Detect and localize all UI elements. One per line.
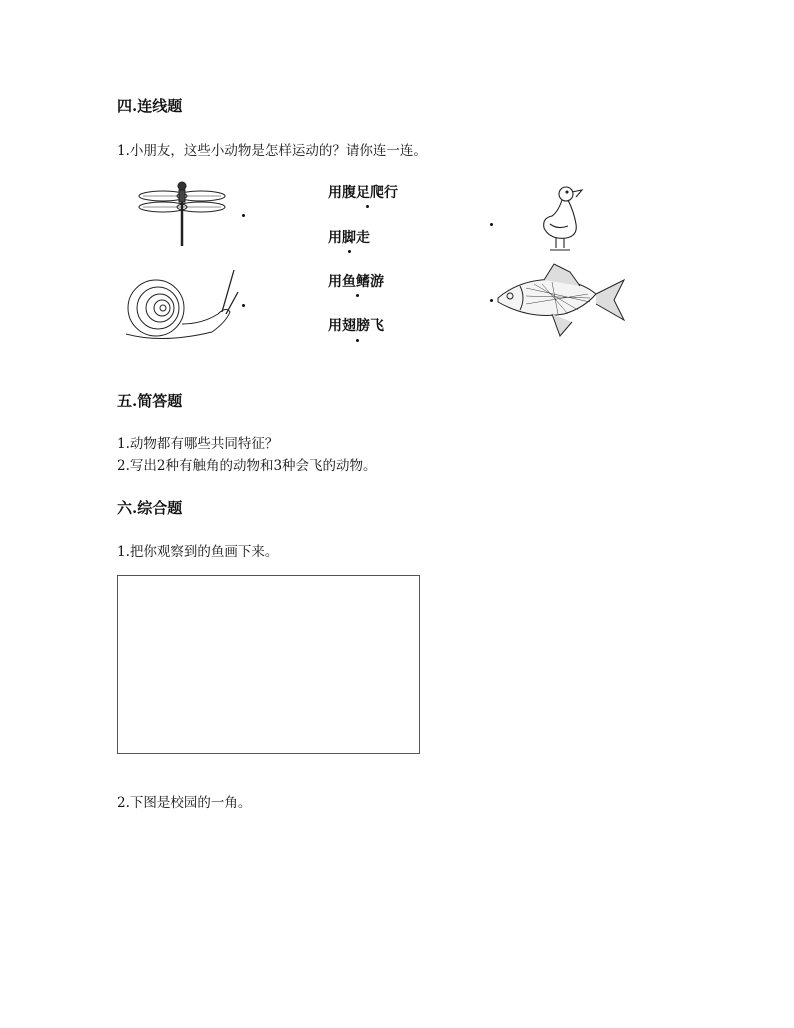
dragonfly-dot[interactable]: [242, 214, 245, 217]
label-crawl-foot-dot[interactable]: [366, 205, 369, 208]
section-heading-comprehensive: 六.综合题: [117, 499, 183, 517]
dragonfly-illustration: [135, 180, 230, 250]
snail-dot[interactable]: [242, 304, 245, 307]
label-swim-fins-dot[interactable]: [356, 294, 359, 297]
label-swim-fins: 用鱼鳍游: [328, 274, 384, 290]
fish-drawing-box[interactable]: [117, 575, 420, 754]
section-heading-matching: 四.连线题: [117, 97, 183, 115]
label-walk-feet-dot[interactable]: [348, 250, 351, 253]
question-matching-prompt: 1.小朋友，这些小动物是怎样运动的？请你连一连。: [117, 143, 427, 159]
fish-illustration: [494, 262, 628, 342]
fish-dot[interactable]: [490, 299, 493, 302]
question-campus-corner: 2.下图是校园的一角。: [117, 795, 252, 811]
label-fly-wings: 用翅膀飞: [328, 318, 384, 334]
snail-illustration: [122, 266, 240, 344]
duck-illustration: [536, 184, 588, 254]
duck-dot[interactable]: [490, 223, 493, 226]
label-crawl-foot: 用腹足爬行: [328, 185, 398, 201]
question-antenna-flying-animals: 2.写出2种有触角的动物和3种会飞的动物。: [117, 458, 377, 474]
section-heading-short-answer: 五.简答题: [117, 392, 183, 410]
question-common-features: 1.动物都有哪些共同特征？: [117, 436, 279, 452]
question-draw-fish: 1.把你观察到的鱼画下来。: [117, 544, 279, 560]
label-walk-feet: 用脚走: [328, 230, 370, 246]
label-fly-wings-dot[interactable]: [356, 339, 359, 342]
